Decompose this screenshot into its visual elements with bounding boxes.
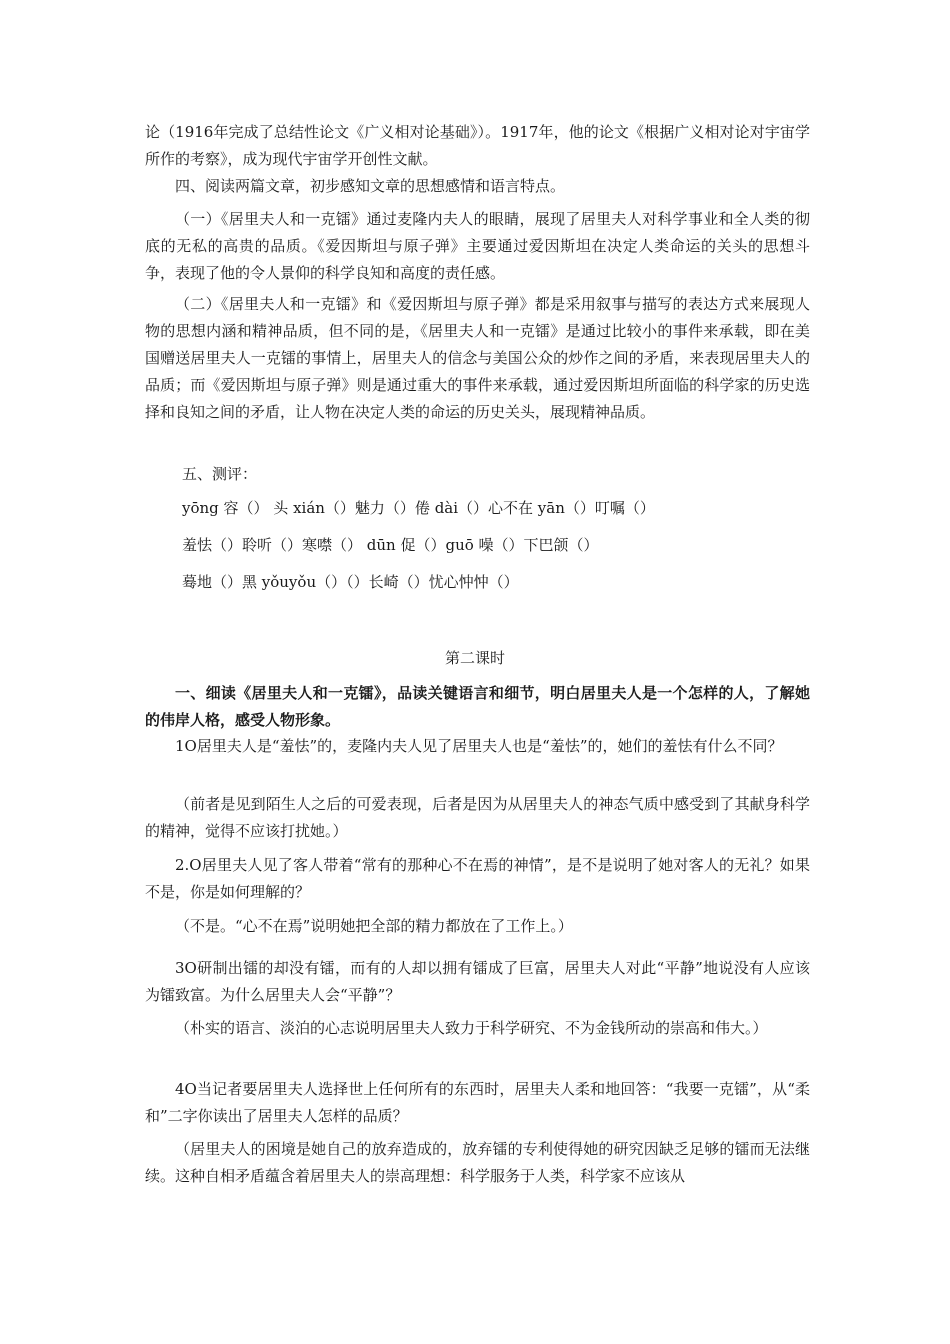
- paragraph: （一）《居里夫人和一克镭》通过麦隆内夫人的眼睛，展现了居里夫人对科学事业和全人类的彻底的无私的高贵的品质。《爱因斯坦与原子弹》主要通过爱因斯坦在决定人类命运的关头的思想斗争，表现了他的令人景仰的科学良知和高度的责任感。: [145, 210, 810, 282]
- section-four-part-one: [145, 206, 810, 287]
- paragraph: 2.O居里夫人见了客人带着“常有的那种心不在焉的神情”，是不是说明了她对客人的无礼？如果不是，你是如何理解的？: [145, 856, 810, 901]
- question-2: [145, 852, 810, 906]
- answer-4: [145, 1136, 810, 1190]
- section-four-title: [145, 173, 810, 200]
- test-title: 五、测评：: [182, 465, 258, 483]
- paragraph: 一、细读《居里夫人和一克镭》，品读关键语言和细节，明白居里夫人是一个怎样的人，了解她的伟岸人格，感受人物形象。: [145, 684, 810, 729]
- test-line-3: 蓦地（）黑 yǒuyǒu（）（）长崎（）忧心忡忡（）: [182, 573, 519, 591]
- paragraph: 论（1916年完成了总结性论文《广义相对论基础》）。1917年，他的论文《根据广义相对论对宇宙学所作的考察》，成为现代宇宙学开创性文献。: [145, 123, 810, 168]
- paragraph: （二）《居里夫人和一克镭》和《爱因斯坦与原子弹》都是采用叙事与描写的表达方式来展现人物的思想内涵和精神品质，但不同的是，《居里夫人和一克镭》是通过比较小的事件来承载，即在美国赠送居里夫人一克镭的事情上，居里夫人的信念与美国公众的炒作之间的矛盾，来表现居里夫人的品质；而《爱因斯坦与原子弹》则是通过重大的事件来承载，通过爱因斯坦所面临的科学家的历史选择和良知之间的矛盾，让人物在决定人类的命运的历史关头，展现精神品质。: [145, 295, 810, 421]
- paragraph: 四、阅读两篇文章，初步感知文章的思想感情和语言特点。: [175, 177, 566, 195]
- question-1: [145, 733, 810, 760]
- paragraph: （不是。“心不在焉”说明她把全部的精力都放在了工作上。）: [175, 917, 573, 935]
- answer-2: [145, 913, 810, 940]
- answer-1: [145, 791, 810, 845]
- test-line-1: yōng 容（） 头 xián（）魅力（）倦 dài（）心不在 yān（）叮嘱（）: [182, 499, 655, 517]
- answer-3: [145, 1015, 810, 1042]
- intro-paragraph-continuation: [145, 119, 810, 173]
- paragraph: 3O研制出镭的却没有镭，而有的人却以拥有镭成了巨富，居里夫人对此“平静”地说没有人应该为镭致富。为什么居里夫人会“平静”？: [145, 959, 810, 1004]
- test-line-2: 羞怯（）聆听（）寒噤（） dūn 促（）guō 噪（）下巴颌（）: [182, 536, 599, 554]
- paragraph: 1O居里夫人是“羞怯”的，麦隆内夫人见了居里夫人也是“羞怯”的，她们的羞怯有什么不同？: [175, 737, 783, 755]
- lesson-task: [145, 680, 810, 734]
- lesson-heading: 第二课时: [444, 649, 505, 667]
- question-3: [145, 955, 810, 1009]
- paragraph: 4O当记者要居里夫人选择世上任何所有的东西时，居里夫人柔和地回答：“我要一克镭”，从“柔和”二字你读出了居里夫人怎样的品质？: [145, 1080, 810, 1125]
- paragraph: （居里夫人的困境是她自己的放弃造成的，放弃镭的专利使得她的研究因缺乏足够的镭而无法继续。这种自相矛盾蕴含着居里夫人的崇高理想：科学服务于人类，科学家不应该从: [145, 1140, 810, 1185]
- question-4: [145, 1076, 810, 1130]
- paragraph: （前者是见到陌生人之后的可爱表现，后者是因为从居里夫人的神态气质中感受到了其献身科学的精神，觉得不应该打扰她。）: [145, 795, 810, 840]
- section-four-part-two: [145, 291, 810, 426]
- paragraph: （朴实的语言、淡泊的心志说明居里夫人致力于科学研究、不为金钱所动的崇高和伟大。）: [175, 1019, 768, 1037]
